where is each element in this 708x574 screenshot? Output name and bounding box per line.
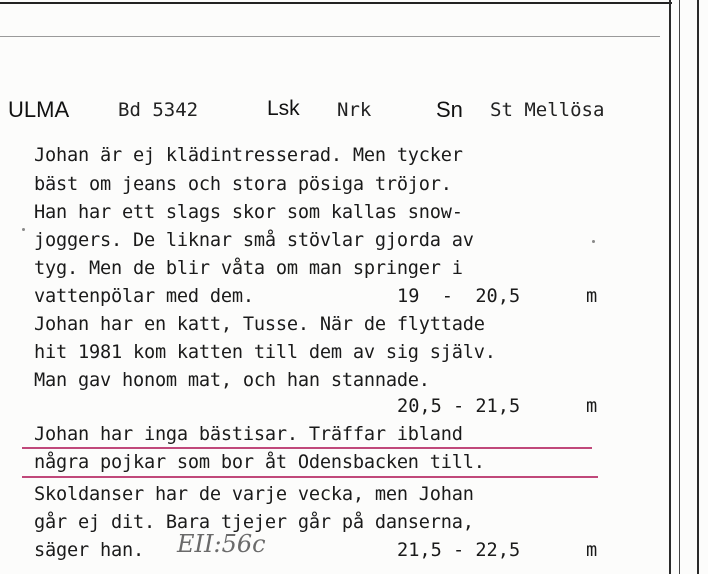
text-line-highlighted: Johan har inga bästisar. Träffar ibland [34,424,463,445]
handwritten-note: EII:56c [177,530,266,558]
age-range: 20,5 - 21,5 [397,396,521,417]
header-place: St Mellösa [490,99,605,121]
header-nrk: Nrk [337,99,372,121]
paper-speck [592,240,595,243]
text-line: säger han. [34,540,144,561]
text-line: Johan är ej klädintresserad. Men tycker [34,145,463,166]
card-top-border [0,2,672,4]
header-sn: Sn [436,97,463,122]
header-word: ULMA [8,97,70,122]
text-line: joggers. De liknar små stövlar gjorda av [34,230,474,251]
age-range: 21,5 - 22,5 [397,540,521,561]
text-line: bäst om jeans och stora pösiga tröjor. [34,174,452,195]
text-line: hit 1981 kom katten till dem av sig själv. [34,342,496,363]
text-line-highlighted: några pojkar som bor åt Odensbacken till. [34,452,485,473]
text-line: Man gav honom mat, och han stannade. [34,370,430,391]
sex-marker: m [586,286,598,307]
header-lsk: Lsk [267,97,300,120]
card-header [0,97,660,127]
sex-marker: m [586,396,598,417]
card-edge-line [679,0,680,574]
text-line: Skoldanser har de varje vecka, men Johan [34,484,474,505]
card-edge-line [697,0,699,574]
text-line: vattenpölar med dem. [34,286,254,307]
highlight-underline [22,476,598,478]
sex-marker: m [586,540,598,561]
text-line: går ej dit. Bara tjejer går på danserna, [34,512,474,533]
text-line: Han har ett slags skor som kallas snow- [34,202,463,223]
age-range: 19 - 20,5 [397,286,521,307]
paper-speck [22,228,25,231]
card-edge-line [669,0,671,574]
faint-rule [0,36,660,37]
text-line: Johan har en katt, Tusse. När de flyttade [34,314,485,335]
highlight-underline [22,447,592,449]
header-code: Bd 5342 [118,99,199,121]
text-line: tyg. Men de blir våta om man springer i [34,258,463,279]
